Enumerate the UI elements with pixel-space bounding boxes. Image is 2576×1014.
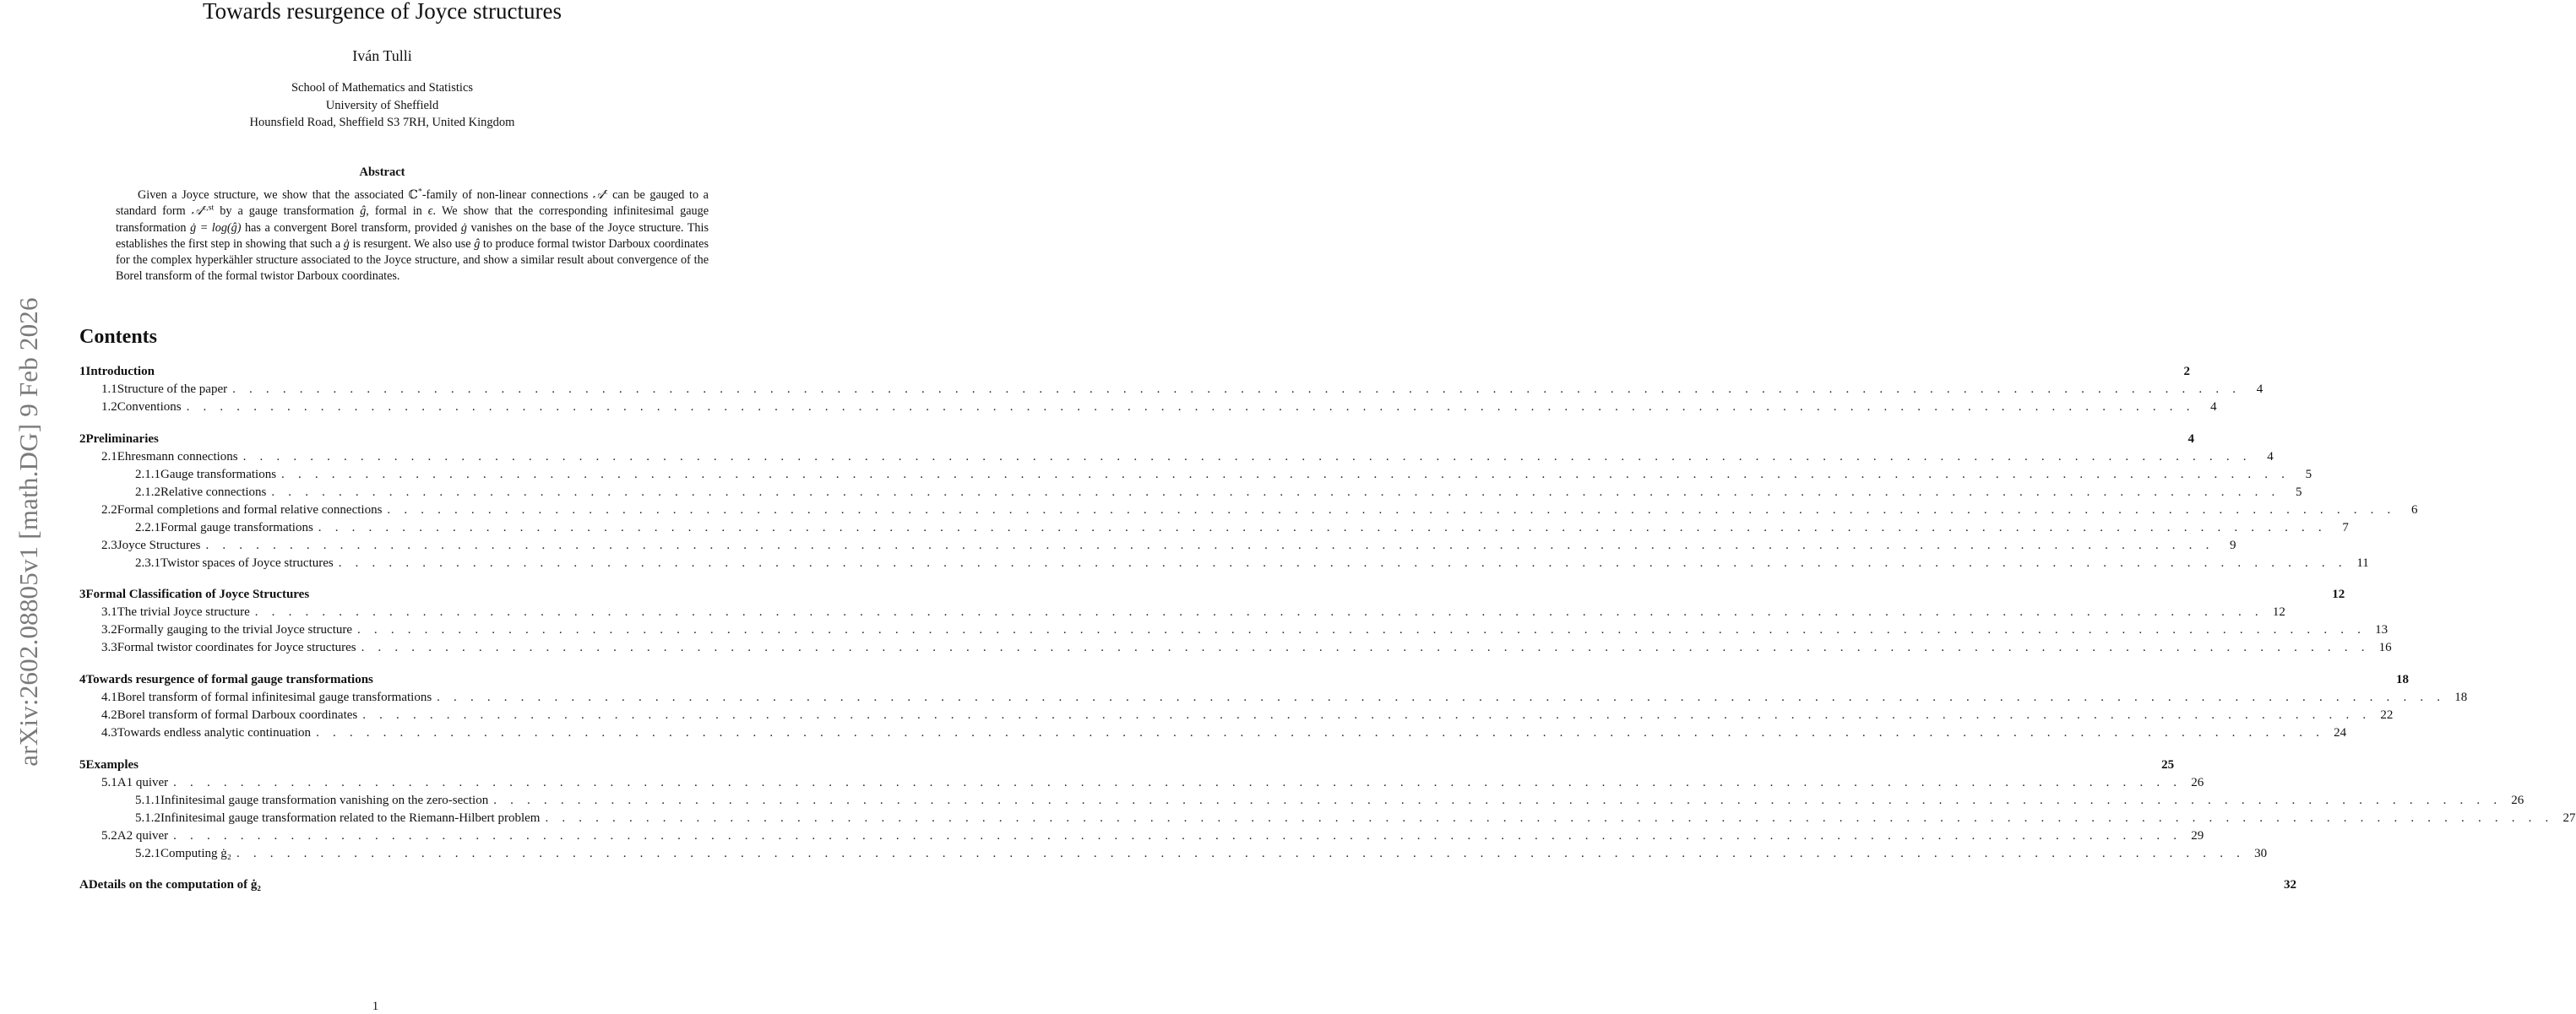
toc-number: 1 [79, 365, 86, 378]
toc-page-number: 4 [2267, 450, 2274, 464]
toc-leader-dots: . . . . . . . . . . . . . . . . . . . . . . . . . . . . . . . . . . . . . . . . . . . . . . . . . . . . . . . . . . . . . . . . . . . . . . . . . . . . . . . . . . . . . . . . . . . . . . . . . . . . . . . . . . . . . . . . . . . . . . . . [362, 708, 2372, 722]
toc-leader-dots: . . . . . . . . . . . . . . . . . . . . . . . . . . . . . . . . . . . . . . . . . . . . . . . . . . . . . . . . . . . . . . . . . . . . . . . . . . . . . . . . . . . . . . . . . . . . . . . . . . . . . . . . . . . . . . . . . . . . . . . . [254, 605, 2264, 619]
toc-page-number: 30 [2254, 847, 2268, 860]
math-symbol: ġ [343, 236, 350, 251]
abstract-text-part: vanishes on the base of the Joyce structure. This establishes the first step in showing that such a [116, 220, 709, 251]
toc-label: Formal twistor coordinates for Joyce structures [117, 641, 356, 654]
abstract-text-part: Given a Joyce structure, we show that the associated [138, 188, 409, 202]
math-symbol: 𝒜 [592, 188, 605, 202]
toc-number: 5.2.1 [135, 847, 160, 860]
toc-label: Infinitesimal gauge transformation related to the Riemann-Hilbert problem [160, 811, 541, 825]
toc-page-number: 4 [2210, 400, 2217, 414]
toc-number: 2.1.2 [135, 485, 160, 499]
contents-heading: Contents [79, 326, 158, 348]
toc-label: Structure of the paper [117, 382, 228, 396]
toc-page-number: 5 [2295, 485, 2302, 499]
toc-label: Computing ġ₂ [160, 847, 231, 860]
toc-subsection[interactable] [79, 400, 2217, 418]
toc-number: 3 [79, 588, 86, 601]
toc-subsection[interactable] [79, 623, 2389, 641]
toc-section[interactable] [79, 758, 2175, 776]
math-symbol: ġ [460, 220, 467, 235]
toc-page-number: 12 [2272, 605, 2285, 619]
toc-number: 2 [79, 432, 86, 446]
math-expression: ġ = log(ĝ) [190, 220, 242, 235]
abstract-text-part: -family of non-linear connections [421, 188, 593, 202]
toc-leader-dots: . . . . . . . . . . . . . . . . . . . . . . . . . . . . . . . . . . . . . . . . . . . . . . . . . . . . . . . . . . . . . . . . . . . . . . . . . . . . . . . . . . . . . . . . . . . . . . . . . . . . . . . . . . . . . . . . . . . . . . . . [357, 623, 2367, 637]
toc-number: 2.1 [101, 450, 117, 464]
toc-leader-dots: . . . . . . . . . . . . . . . . . . . . . . . . . . . . . . . . . . . . . . . . . . . . . . . . . . . . . . . . . . . . . . . . . . . . . . . . . . . . . . . . . . . . . . . . . . . . . . . . . . . . . . . . . . . . . . . . . . . . . . . . [338, 556, 2347, 570]
toc-subsection[interactable] [79, 726, 2347, 744]
toc-label: Formal Classification of Joyce Structures [85, 588, 310, 601]
toc-subsubsection[interactable] [79, 485, 2302, 503]
toc-section[interactable] [79, 588, 2345, 605]
toc-leader-dots: . . . . . . . . . . . . . . . . . . . . . . . . . . . . . . . . . . . . . . . . . . . . . . . . . . . . . . . . . . . . . . . . . . . . . . . . . . . . . . . . . . . . . . . . . . . . . . . . . . . . . . . . . . . . . . . . . . . . . . . . [545, 811, 2554, 825]
toc-number: 5.1.1 [135, 794, 160, 807]
toc-subsubsection[interactable] [79, 556, 2369, 574]
toc-number: 2.2.1 [135, 521, 160, 534]
toc-leader-dots: . . . . . . . . . . . . . . . . . . . . . . . . . . . . . . . . . . . . . . . . . . . . . . . . . . . . . . . . . . . . . . . . . . . . . . . . . . . . . . . . . . . . . . . . . . . . . . . . . . . . . . . . . . . . . . . . . . . . . . . . [173, 829, 2182, 843]
abstract-text-part: can be gauged to a standard form [116, 188, 709, 219]
toc-label: Infinitesimal gauge transformation vanishing on the zero-section [160, 794, 489, 807]
paper-author: Iván Tulli [352, 47, 412, 64]
toc-number: 3.2 [101, 623, 117, 637]
toc-number: 4.3 [101, 726, 117, 740]
toc-label: Preliminaries [85, 432, 159, 446]
toc-subsection[interactable] [79, 450, 2274, 468]
toc-subsection[interactable] [79, 691, 2468, 708]
toc-number: 1.2 [101, 400, 117, 414]
math-symbol: ĝ [474, 236, 481, 251]
toc-number: 1.1 [101, 382, 117, 396]
toc-leader-dots: . . . . . . . . . . . . . . . . . . . . . . . . . . . . . . . . . . . . . . . . . . . . . . . . . . . . . . . . . . . . . . . . . . . . . . . . . . . . . . . . . . . . . . . . . . . . . . . . . . . . . . . . . . . . . . . . . . . . . . . . [236, 847, 2246, 860]
paper-title: Towards resurgence of Joyce structures [203, 0, 562, 24]
toc-number: A [79, 878, 89, 892]
toc-number: 5.1.2 [135, 811, 160, 825]
toc-label: Examples [85, 758, 139, 772]
toc-page-number: 4 [2256, 382, 2264, 396]
toc-section[interactable] [79, 365, 2190, 382]
toc-leader-dots: . . . . . . . . . . . . . . . . . . . . . . . . . . . . . . . . . . . . . . . . . . . . . . . . . . . . . . . . . . . . . . . . . . . . . . . . . . . . . . . . . . . . . . . . . . . . . . . . . . . . . . . . . . . . . . . . . . . . . . . . [493, 794, 2503, 807]
toc-page-number: 27 [2562, 811, 2576, 825]
toc-leader-dots: . . . . . . . . . . . . . . . . . . . . . . . . . . . . . . . . . . . . . . . . . . . . . . . . . . . . . . . . . . . . . . . . . . . . . . . . . . . . . . . . . . . . . . . . . . . . . . . . . . . . . . . . . . . . . . . . . . . . . . . . [437, 691, 2446, 704]
toc-page-number: 5 [2305, 468, 2312, 481]
toc-page-number: 11 [2356, 556, 2369, 570]
toc-leader-dots: . . . . . . . . . . . . . . . . . . . . . . . . . . . . . . . . . . . . . . . . . . . . . . . . . . . . . . . . . . . . . . . . . . . . . . . . . . . . . . . . . . . . . . . . . . . . . . . . . . . . . . . . . . . . . . . . . . . . . . . . [361, 641, 2370, 654]
toc-page-number: 26 [2191, 776, 2204, 789]
toc-label: Relative connections [160, 485, 267, 499]
toc-subsection[interactable] [79, 708, 2394, 726]
math-symbol: ĝ [360, 204, 367, 219]
toc-label: Twistor spaces of Joyce structures [160, 556, 334, 570]
toc-number: 2.3.1 [135, 556, 160, 570]
toc-page-number: 6 [2410, 503, 2418, 517]
toc-page-number: 29 [2191, 829, 2204, 843]
toc-label: Towards endless analytic continuation [117, 726, 312, 740]
toc-subsection[interactable] [79, 382, 2264, 400]
math-symbol: 𝒜 [191, 204, 204, 219]
toc-page-number: 25 [2161, 758, 2175, 772]
toc-subsection[interactable] [79, 776, 2204, 794]
toc-label: A1 quiver [117, 776, 169, 789]
toc-leader-dots: . . . . . . . . . . . . . . . . . . . . . . . . . . . . . . . . . . . . . . . . . . . . . . . . . . . . . . . . . . . . . . . . . . . . . . . . . . . . . . . . . . . . . . . . . . . . . . . . . . . . . . . . . . . . . . . . . . . . . . . . [387, 503, 2396, 517]
abstract-text-part: to produce formal twistor Darboux coordinates for the complex hyperkähler structure associated to the Joyce structure, and show a similar result about convergence of the Borel transform of the formal twistor Darboux coordinates. [116, 236, 709, 284]
affiliation [10, 79, 754, 132]
toc-leader-dots: . . . . . . . . . . . . . . . . . . . . . . . . . . . . . . . . . . . . . . . . . . . . . . . . . . . . . . . . . . . . . . . . . . . . . . . . . . . . . . . . . . . . . . . . . . . . . . . . . . . . . . . . . . . . . . . . . . . . . . . . [242, 450, 2252, 464]
toc-page-number: 12 [2332, 588, 2345, 601]
toc-number: 4.1 [101, 691, 117, 704]
toc-page-number: 22 [2380, 708, 2394, 722]
arxiv-identifier-text: arXiv:2602.08805v1 [math.DG] 9 Feb 2026 [14, 297, 43, 767]
abstract-text-part: by a gauge transformation [214, 204, 361, 219]
toc-page-number: 18 [2454, 691, 2468, 704]
toc-number: 3.3 [101, 641, 117, 654]
toc-page-number: 13 [2375, 623, 2389, 637]
toc-label: Introduction [85, 365, 155, 378]
toc-subsubsection[interactable] [79, 521, 2349, 539]
toc-number: 5.2 [101, 829, 117, 843]
toc-page-number: 9 [2230, 539, 2236, 552]
toc-label: Borel transform of formal Darboux coordinates [117, 708, 358, 722]
abstract-heading: Abstract [359, 165, 405, 179]
toc-subsection[interactable] [79, 503, 2418, 521]
toc-subsubsection[interactable] [79, 811, 2576, 829]
toc-subsubsection[interactable] [79, 794, 2524, 811]
toc-page-number: 26 [2511, 794, 2524, 807]
affiliation-line: Hounsfield Road, Sheffield S3 7RH, United Kingdom [249, 116, 515, 129]
page-number: 1 [372, 1000, 379, 1013]
toc-label: Gauge transformations [160, 468, 277, 481]
toc-page-number: 4 [2187, 432, 2194, 446]
toc-subsubsection[interactable] [79, 468, 2312, 485]
abstract-text-part: , formal in [366, 204, 428, 219]
toc-number: 4.2 [101, 708, 117, 722]
toc-label: Formally gauging to the trivial Joyce structure [117, 623, 353, 637]
toc-section[interactable] [79, 432, 2194, 450]
toc-number: 3.1 [101, 605, 117, 619]
toc-number: 4 [79, 673, 86, 686]
toc-subsection[interactable] [79, 641, 2392, 659]
toc-section[interactable] [79, 673, 2409, 691]
abstract-text-part: has a convergent Borel transform, provided [241, 220, 461, 235]
math-superscript: * [417, 187, 422, 197]
toc-subsection[interactable] [79, 605, 2285, 623]
toc-number: 2.3 [101, 539, 117, 552]
toc-label: A2 quiver [117, 829, 169, 843]
toc-label: Formal gauge transformations [160, 521, 313, 534]
toc-label: Towards resurgence of formal gauge transformations [85, 673, 373, 686]
math-superscript: ϵ [604, 187, 608, 197]
affiliation-line: University of Sheffield [325, 98, 439, 112]
math-superscript: ϵ,st [203, 203, 215, 213]
toc-page-number: 32 [2283, 878, 2296, 892]
toc-number: 2.1.1 [135, 468, 160, 481]
toc-label: Conventions [117, 400, 182, 414]
toc-label: Ehresmann connections [117, 450, 238, 464]
abstract-text [116, 187, 709, 285]
toc-page-number: 2 [2183, 365, 2190, 378]
affiliation-line: School of Mathematics and Statistics [291, 81, 474, 95]
toc-page-number: 16 [2378, 641, 2392, 654]
toc-leader-dots: . . . . . . . . . . . . . . . . . . . . . . . . . . . . . . . . . . . . . . . . . . . . . . . . . . . . . . . . . . . . . . . . . . . . . . . . . . . . . . . . . . . . . . . . . . . . . . . . . . . . . . . . . . . . . . . . . . . . . . . . [318, 521, 2327, 534]
toc-label: Borel transform of formal infinitesimal gauge transformations [117, 691, 432, 704]
toc-label: Formal completions and formal relative connections [117, 503, 383, 517]
toc-label: Joyce Structures [117, 539, 201, 552]
abstract-text-part: . We show that the corresponding infinitesimal gauge transformation [116, 204, 709, 235]
toc-leader-dots: . . . . . . . . . . . . . . . . . . . . . . . . . . . . . . . . . . . . . . . . . . . . . . . . . . . . . . . . . . . . . . . . . . . . . . . . . . . . . . . . . . . . . . . . . . . . . . . . . . . . . . . . . . . . . . . . . . . . . . . . [232, 382, 2242, 396]
toc-number: 5.1 [101, 776, 117, 789]
toc-leader-dots: . . . . . . . . . . . . . . . . . . . . . . . . . . . . . . . . . . . . . . . . . . . . . . . . . . . . . . . . . . . . . . . . . . . . . . . . . . . . . . . . . . . . . . . . . . . . . . . . . . . . . . . . . . . . . . . . . . . . . . . . [271, 485, 2280, 499]
toc-leader-dots: . . . . . . . . . . . . . . . . . . . . . . . . . . . . . . . . . . . . . . . . . . . . . . . . . . . . . . . . . . . . . . . . . . . . . . . . . . . . . . . . . . . . . . . . . . . . . . . . . . . . . . . . . . . . . . . . . . . . . . . . [281, 468, 2291, 481]
toc-subsubsection[interactable] [79, 847, 2268, 865]
toc-label: Details on the computation of ġ₂ [88, 878, 261, 892]
toc-page-number: 24 [2334, 726, 2347, 740]
math-symbol: ϵ [427, 204, 433, 219]
toc-page-number: 7 [2342, 521, 2349, 534]
toc-leader-dots: . . . . . . . . . . . . . . . . . . . . . . . . . . . . . . . . . . . . . . . . . . . . . . . . . . . . . . . . . . . . . . . . . . . . . . . . . . . . . . . . . . . . . . . . . . . . . . . . . . . . . . . . . . . . . . . . . . . . . . . . [186, 400, 2195, 414]
toc-number: 5 [79, 758, 86, 772]
toc-label: The trivial Joyce structure [117, 605, 250, 619]
math-symbol: ℂ [408, 188, 418, 202]
abstract-text-part: is resurgent. We also use [349, 236, 475, 251]
toc-section[interactable] [79, 878, 2296, 896]
toc-leader-dots: . . . . . . . . . . . . . . . . . . . . . . . . . . . . . . . . . . . . . . . . . . . . . . . . . . . . . . . . . . . . . . . . . . . . . . . . . . . . . . . . . . . . . . . . . . . . . . . . . . . . . . . . . . . . . . . . . . . . . . . . [316, 726, 2325, 740]
toc-number: 2.2 [101, 503, 117, 517]
toc-page-number: 18 [2395, 673, 2409, 686]
toc-leader-dots: . . . . . . . . . . . . . . . . . . . . . . . . . . . . . . . . . . . . . . . . . . . . . . . . . . . . . . . . . . . . . . . . . . . . . . . . . . . . . . . . . . . . . . . . . . . . . . . . . . . . . . . . . . . . . . . . . . . . . . . . [205, 539, 2215, 552]
toc-subsection[interactable] [79, 829, 2204, 847]
toc-leader-dots: . . . . . . . . . . . . . . . . . . . . . . . . . . . . . . . . . . . . . . . . . . . . . . . . . . . . . . . . . . . . . . . . . . . . . . . . . . . . . . . . . . . . . . . . . . . . . . . . . . . . . . . . . . . . . . . . . . . . . . . . [173, 776, 2182, 789]
toc-subsection[interactable] [79, 539, 2236, 556]
